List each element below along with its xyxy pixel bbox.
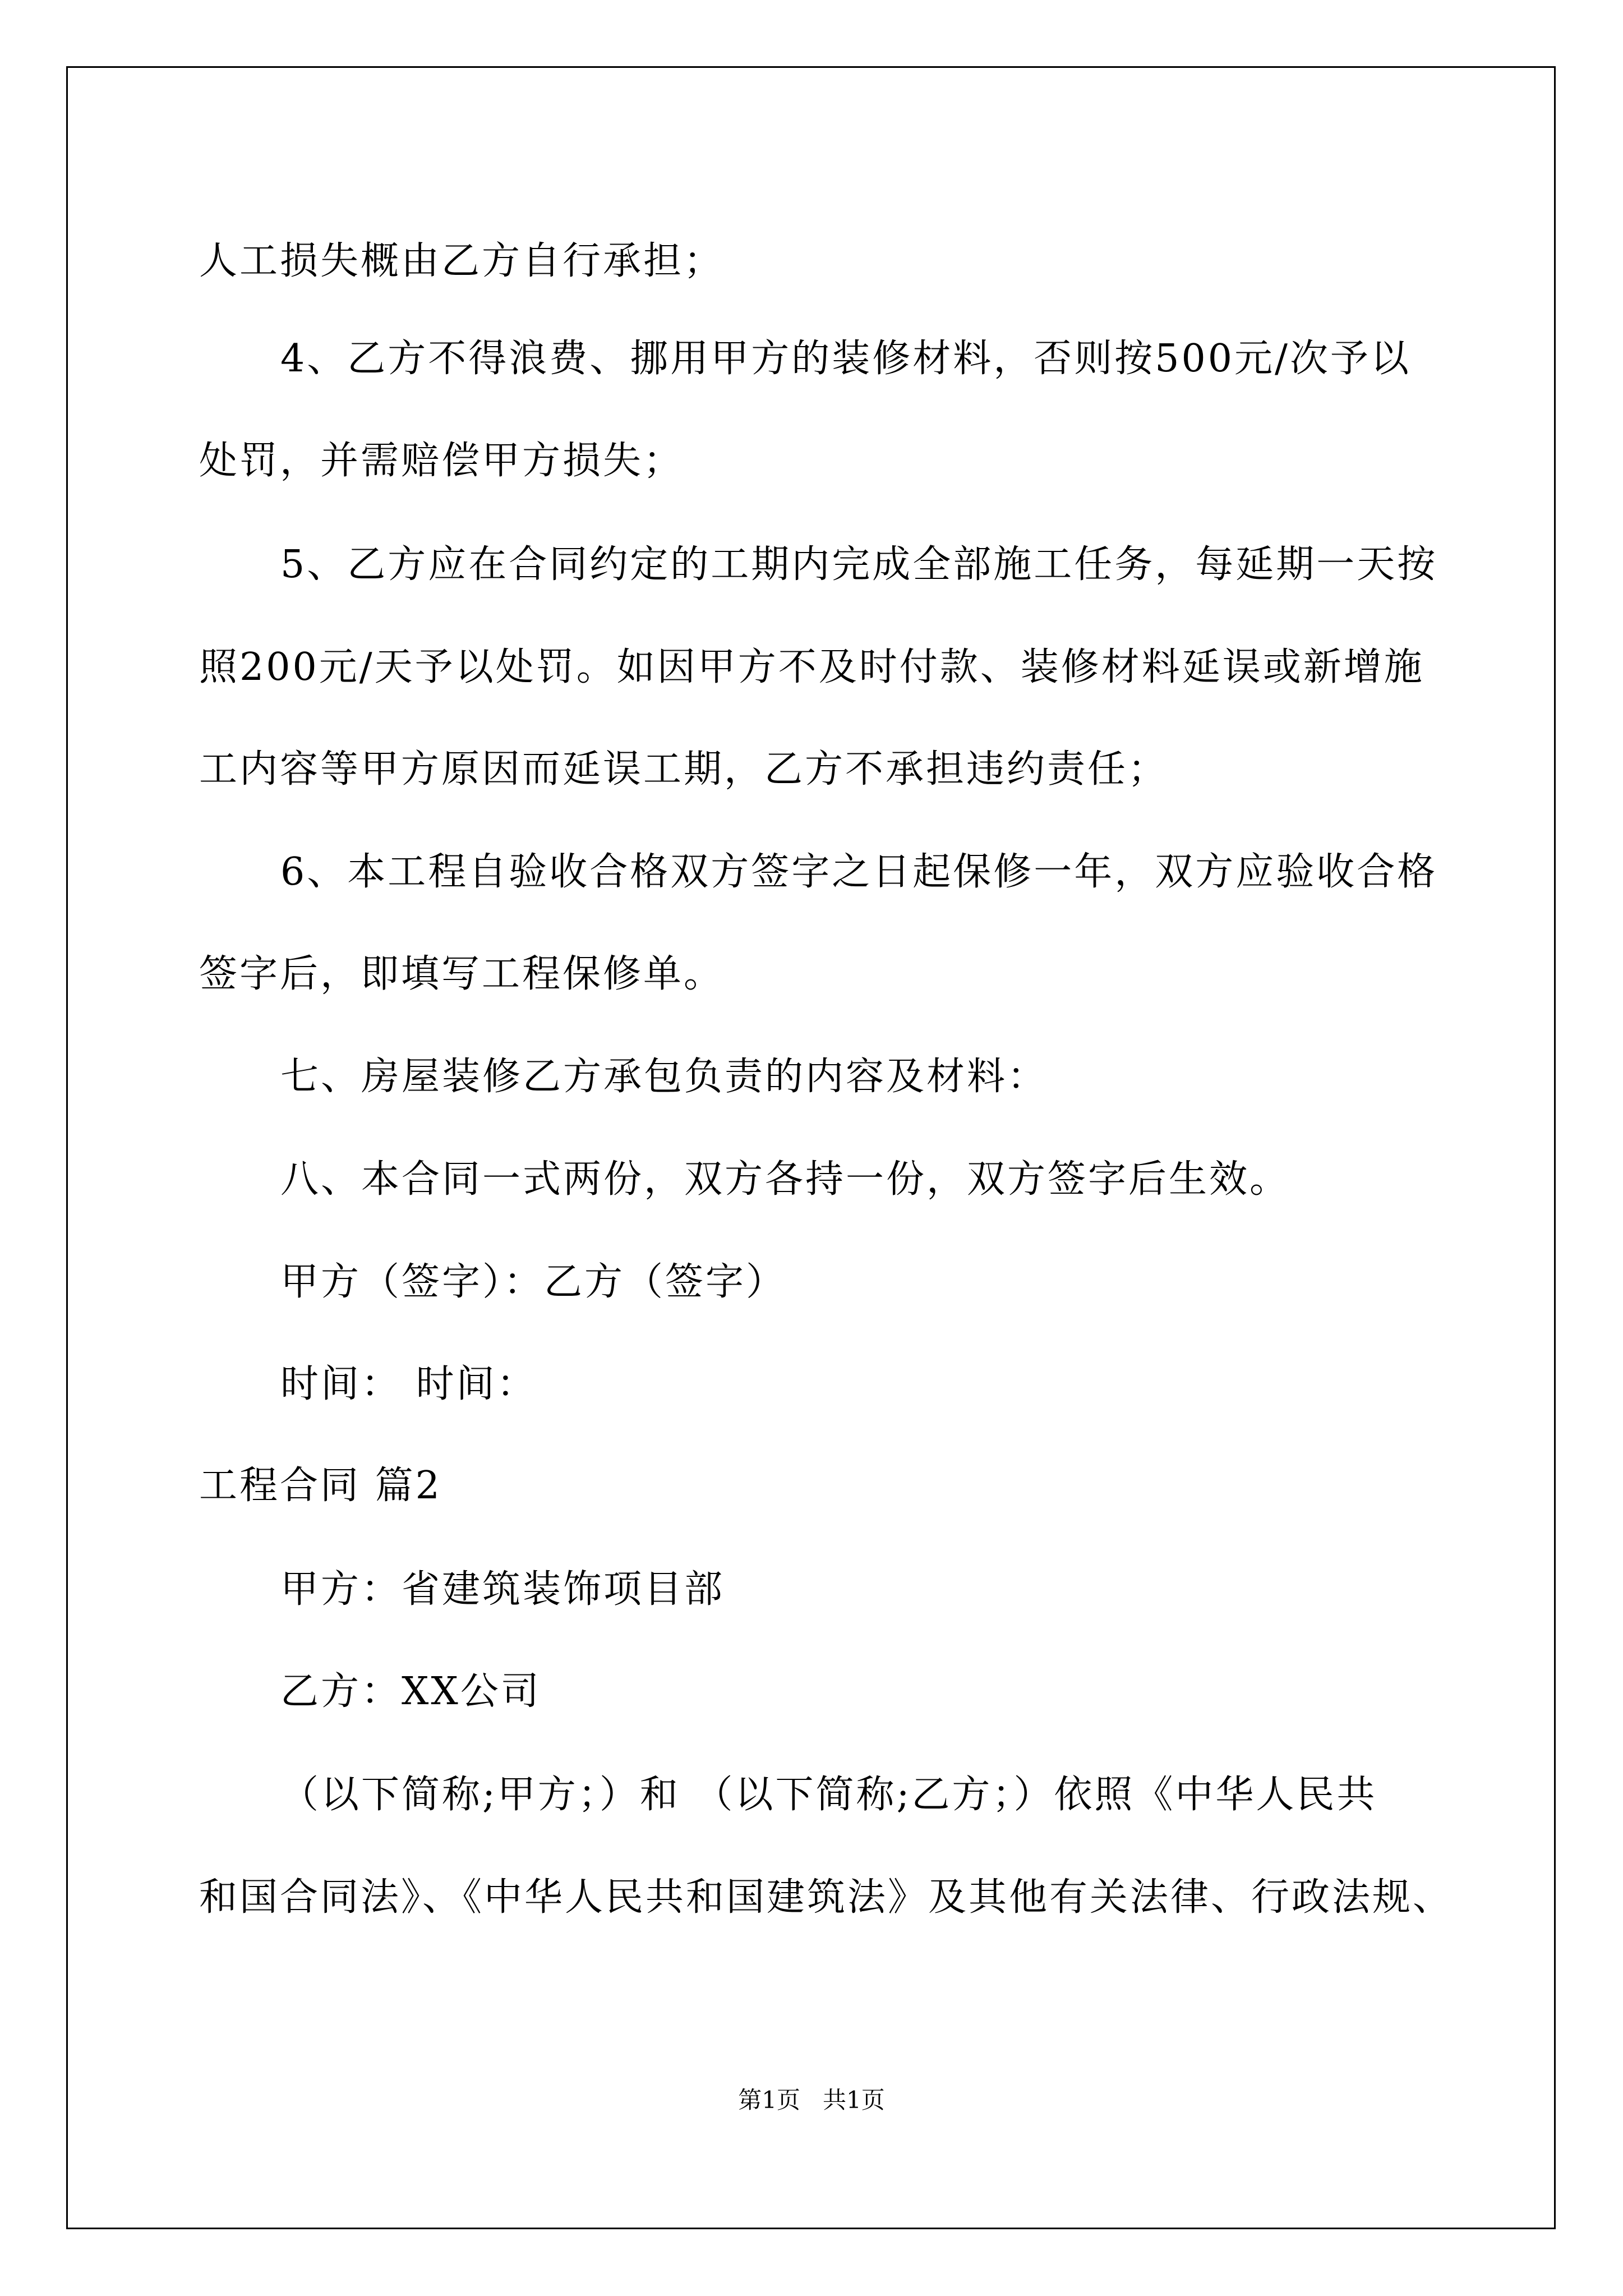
text-line: 乙方：XX公司: [280, 1669, 541, 1714]
text-line: 甲方（签字）：乙方（签字）: [280, 1260, 787, 1304]
text-line: 时间： 时间：: [280, 1362, 537, 1406]
text-line: 6、本工程自验收合格双方签字之日起保修一年，双方应验收合格: [280, 850, 1438, 894]
text-line: 七、房屋装修乙方承包负责的内容及材料：: [280, 1055, 1048, 1099]
text-line: 甲方：省建筑装饰项目部: [280, 1567, 725, 1612]
text-line: 八、本合同一式两份，双方各持一份，双方签字后生效。: [280, 1157, 1290, 1202]
text-line: 签字后，即填写工程保修单。: [199, 952, 725, 996]
text-line: 和国合同法》、《中华人民共和国建筑法》及其他有关法律、行政法规、: [199, 1875, 1454, 1920]
text-line: 处罚，并需赔偿甲方损失；: [199, 439, 684, 483]
text-line: （以下简称;甲方；）和 （以下简称;乙方；）依照《中华人民共: [280, 1773, 1377, 1817]
text-line: 4、乙方不得浪费、挪用甲方的装修材料，否则按500元/次予以: [280, 337, 1411, 381]
text-line: 工内容等甲方原因而延误工期，乙方不承担违约责任；: [199, 747, 1169, 792]
text-line: 5、乙方应在合同约定的工期内完成全部施工任务，每延期一天按: [280, 542, 1438, 587]
section-heading: 工程合同 篇2: [199, 1464, 442, 1508]
page-footer: 第1页 共1页: [738, 2086, 885, 2114]
text-line: 照200元/天予以处罚。如因甲方不及时付款、装修材料延误或新增施: [199, 645, 1424, 689]
text-line: 人工损失概由乙方自行承担；: [199, 239, 725, 283]
